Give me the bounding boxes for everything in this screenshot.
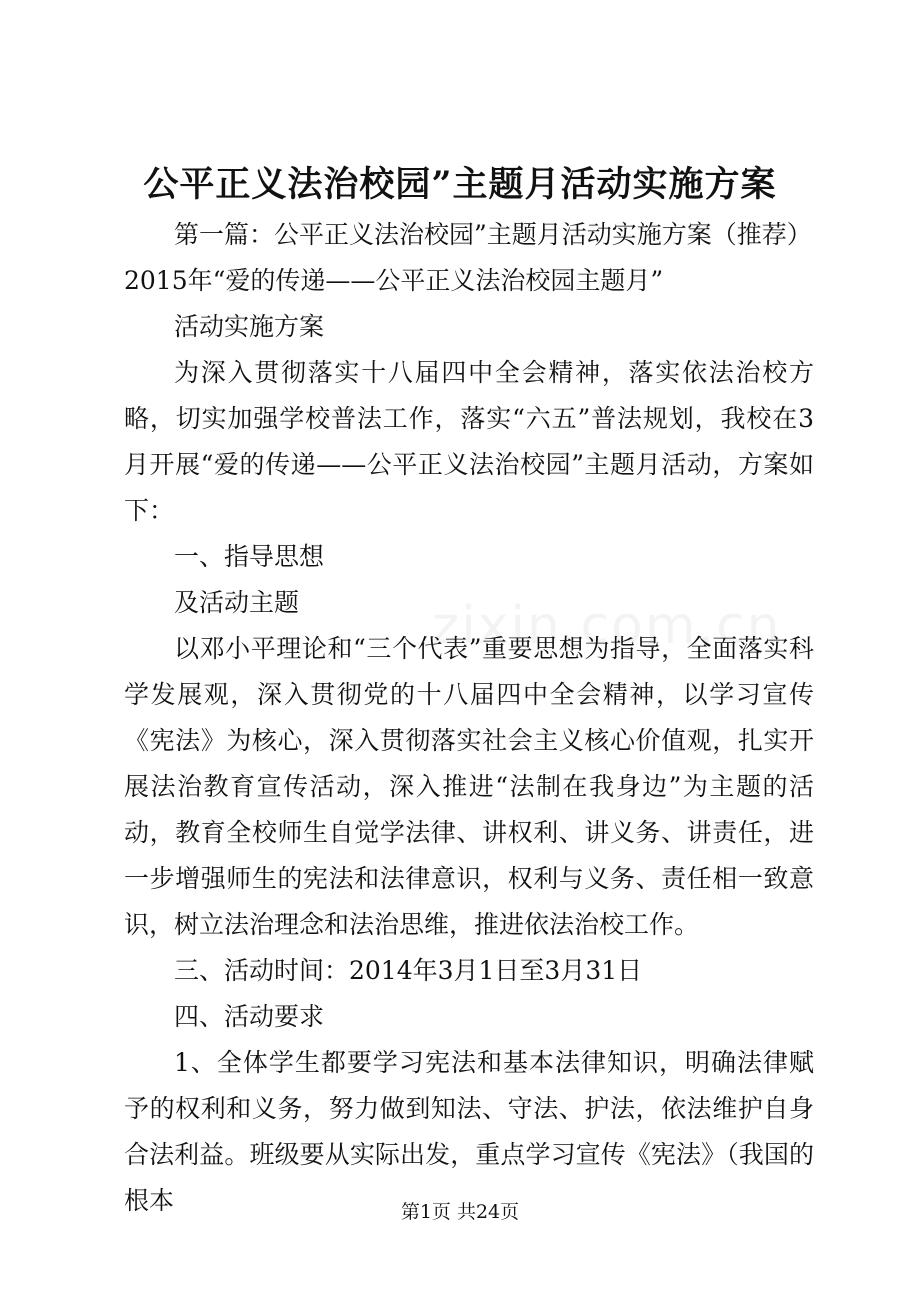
section-heading: 一、指导思想 — [174, 542, 325, 571]
paragraph: 活动实施方案 — [174, 312, 325, 341]
document-body — [124, 212, 814, 1224]
page-footer: 第1页 共24页 — [400, 1201, 520, 1223]
paragraph: 及活动主题 — [174, 588, 300, 617]
paragraph: 第一篇：公平正义法治校园”主题月活动实施方案（推荐） — [174, 220, 812, 249]
paragraph: 为深入贯彻落实十八届四中全会精神，落实依法治校方略，切实加强学校普法工作，落实“六五”普法规划，我校在3月开展“爱的传递——公平正义法治校园”主题月活动，方案如下： — [124, 358, 814, 525]
section-heading: 四、活动要求 — [174, 1002, 325, 1031]
section-heading: 三、活动时间：2014年3月1日至3月31日 — [174, 956, 643, 985]
paragraph: 1、全体学生都要学习宪法和基本法律知识，明确法律赋予的权利和义务，努力做到知法、守法、护法，依法维护自身合法利益。班级要从实际出发，重点学习宣传《宪法》（我国的根本 — [124, 1048, 814, 1215]
paragraph: 以邓小平理论和“三个代表”重要思想为指导，全面落实科学发展观，深入贯彻党的十八届四中全会精神，以学习宣传《宪法》为核心，深入贯彻落实社会主义核心价值观，扎实开展法治教育宣传活动，深入推进“法制在我身边”为主题的活动，教育全校师生自觉学法律、讲权利、讲义务、讲责任，进一步增强师生的宪法和法律意识，权利与义务、责任相一致意识，树立法治理念和法治思维，推进依法治校工作。 — [124, 634, 814, 939]
paragraph: 2015年“爱的传递——公平正义法治校园主题月” — [124, 266, 664, 295]
document-title: 公平正义法治校园”主题月活动实施方案 — [143, 164, 777, 205]
